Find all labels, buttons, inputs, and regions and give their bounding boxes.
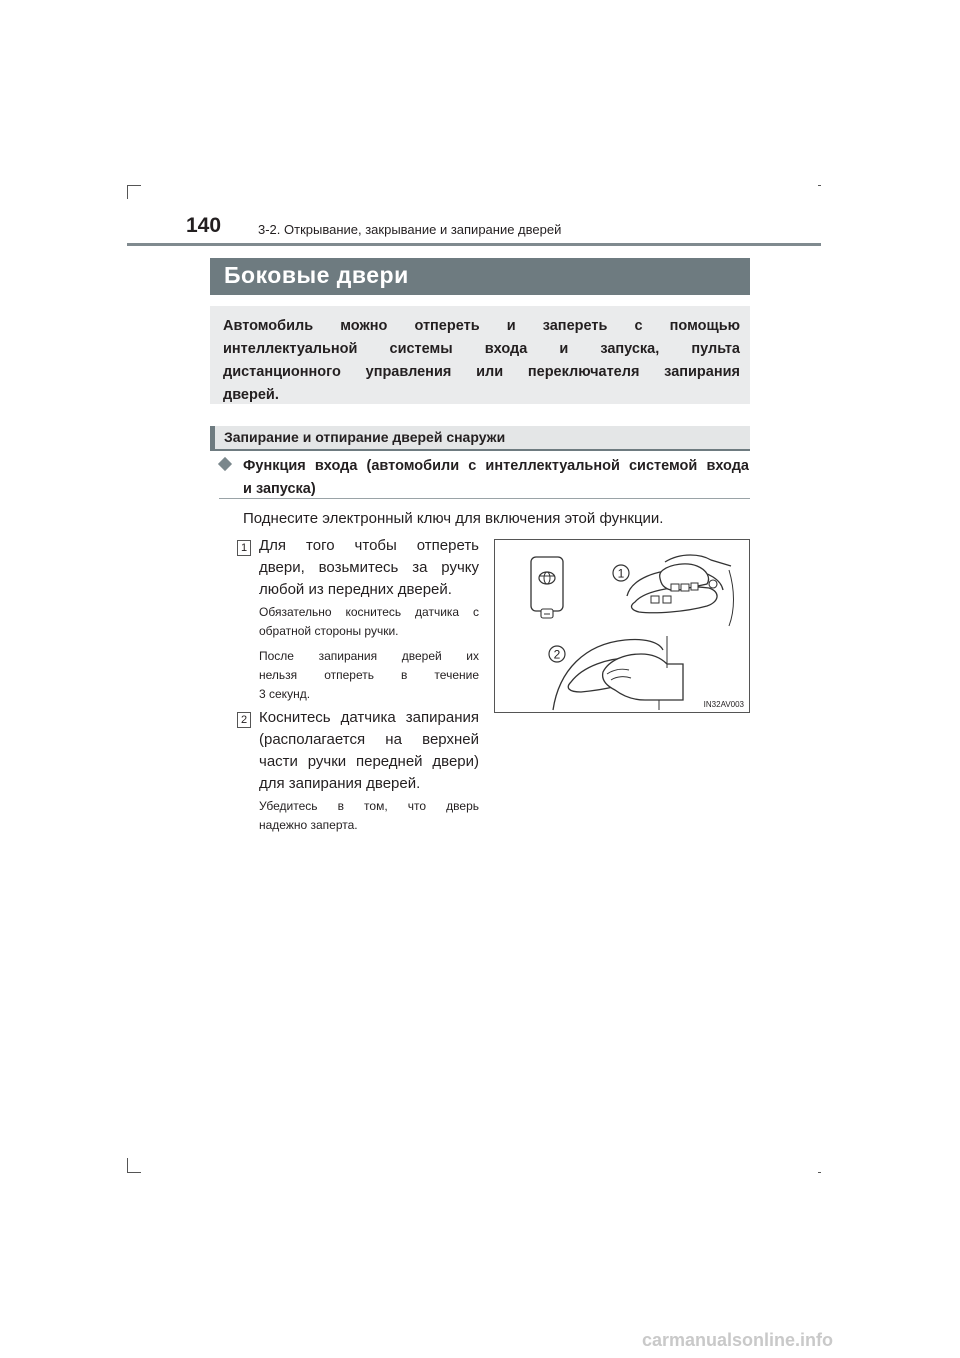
crop-mark-bottom-left-h xyxy=(127,1172,141,1173)
chapter-heading: 3-2. Открывание, закрывание и запирание дверей xyxy=(258,222,562,237)
door-handle-unlock-icon xyxy=(627,555,734,626)
crop-mark-bottom-left-v xyxy=(127,1158,128,1172)
crop-mark-bottom-right xyxy=(818,1172,821,1173)
intro-text xyxy=(223,315,740,407)
note-line: Обязательно коснитесь датчика с xyxy=(259,605,479,619)
crop-mark-top-right xyxy=(818,185,821,186)
watermark: carmanualsonline.info xyxy=(642,1330,834,1350)
header-rule xyxy=(127,243,821,246)
illustration-code: IN32AV003 xyxy=(703,700,744,709)
intro-line: дверей. xyxy=(223,387,279,403)
step-number-badge: 2 xyxy=(237,712,251,728)
function-rule xyxy=(219,498,750,499)
step-2-text xyxy=(259,707,479,795)
subsection-accent xyxy=(210,426,215,449)
callout-1-label: 1 xyxy=(617,566,625,581)
step-line: любой из передних дверей. xyxy=(259,581,452,598)
function-title xyxy=(243,455,749,501)
note-line: После запирания дверей их xyxy=(259,649,479,663)
note-line: нельзя отпереть в течение xyxy=(259,668,479,682)
illustration-drawing xyxy=(495,540,749,712)
intro-line: дистанционного управления или переключателя запирания xyxy=(223,364,740,380)
callout-2-label: 2 xyxy=(553,647,561,662)
step-line: части ручки передней двери) xyxy=(259,753,479,770)
function-title-line: и запуска) xyxy=(243,481,316,497)
step-number-badge: 1 xyxy=(237,540,251,556)
door-handle-illustration xyxy=(494,539,750,713)
door-handle-lock-icon xyxy=(553,636,683,710)
step-line: Для того чтобы отпереть xyxy=(259,537,479,554)
smart-key-icon xyxy=(531,557,563,618)
crop-mark-top-left-v xyxy=(127,185,128,199)
section-title: Боковые двери xyxy=(224,262,409,288)
step-line: для запирания дверей. xyxy=(259,775,421,792)
note-line: 3 секунд. xyxy=(259,687,311,701)
subsection-title: Запирание и отпирание дверей снаружи xyxy=(224,429,506,445)
note-line: надежно заперта. xyxy=(259,818,358,832)
lead-text: Поднесите электронный ключ для включения этой функции. xyxy=(243,510,664,527)
crop-mark-top-left-h xyxy=(127,185,141,186)
note-line: Убедитесь в том, что дверь xyxy=(259,799,479,813)
step-1-note-1 xyxy=(259,603,479,641)
diamond-bullet-icon xyxy=(218,457,232,471)
intro-line: Автомобиль можно отпереть и запереть с помощью xyxy=(223,318,740,334)
step-2-note-1 xyxy=(259,797,479,835)
step-line: двери, возьмитесь за ручку xyxy=(259,559,479,576)
function-title-line: Функция входа (автомобили с интеллектуальной системой входа xyxy=(243,458,749,474)
subsection-bar xyxy=(210,426,750,451)
step-line: (располагается на верхней xyxy=(259,731,479,748)
step-line: Коснитесь датчика запирания xyxy=(259,709,479,726)
page-number: 140 xyxy=(186,214,222,237)
step-1-note-2 xyxy=(259,647,479,704)
intro-line: интеллектуальной системы входа и запуска, пульта xyxy=(223,341,740,357)
note-line: обратной стороны ручки. xyxy=(259,624,399,638)
step-1-text xyxy=(259,535,479,601)
intro-box xyxy=(210,306,750,404)
